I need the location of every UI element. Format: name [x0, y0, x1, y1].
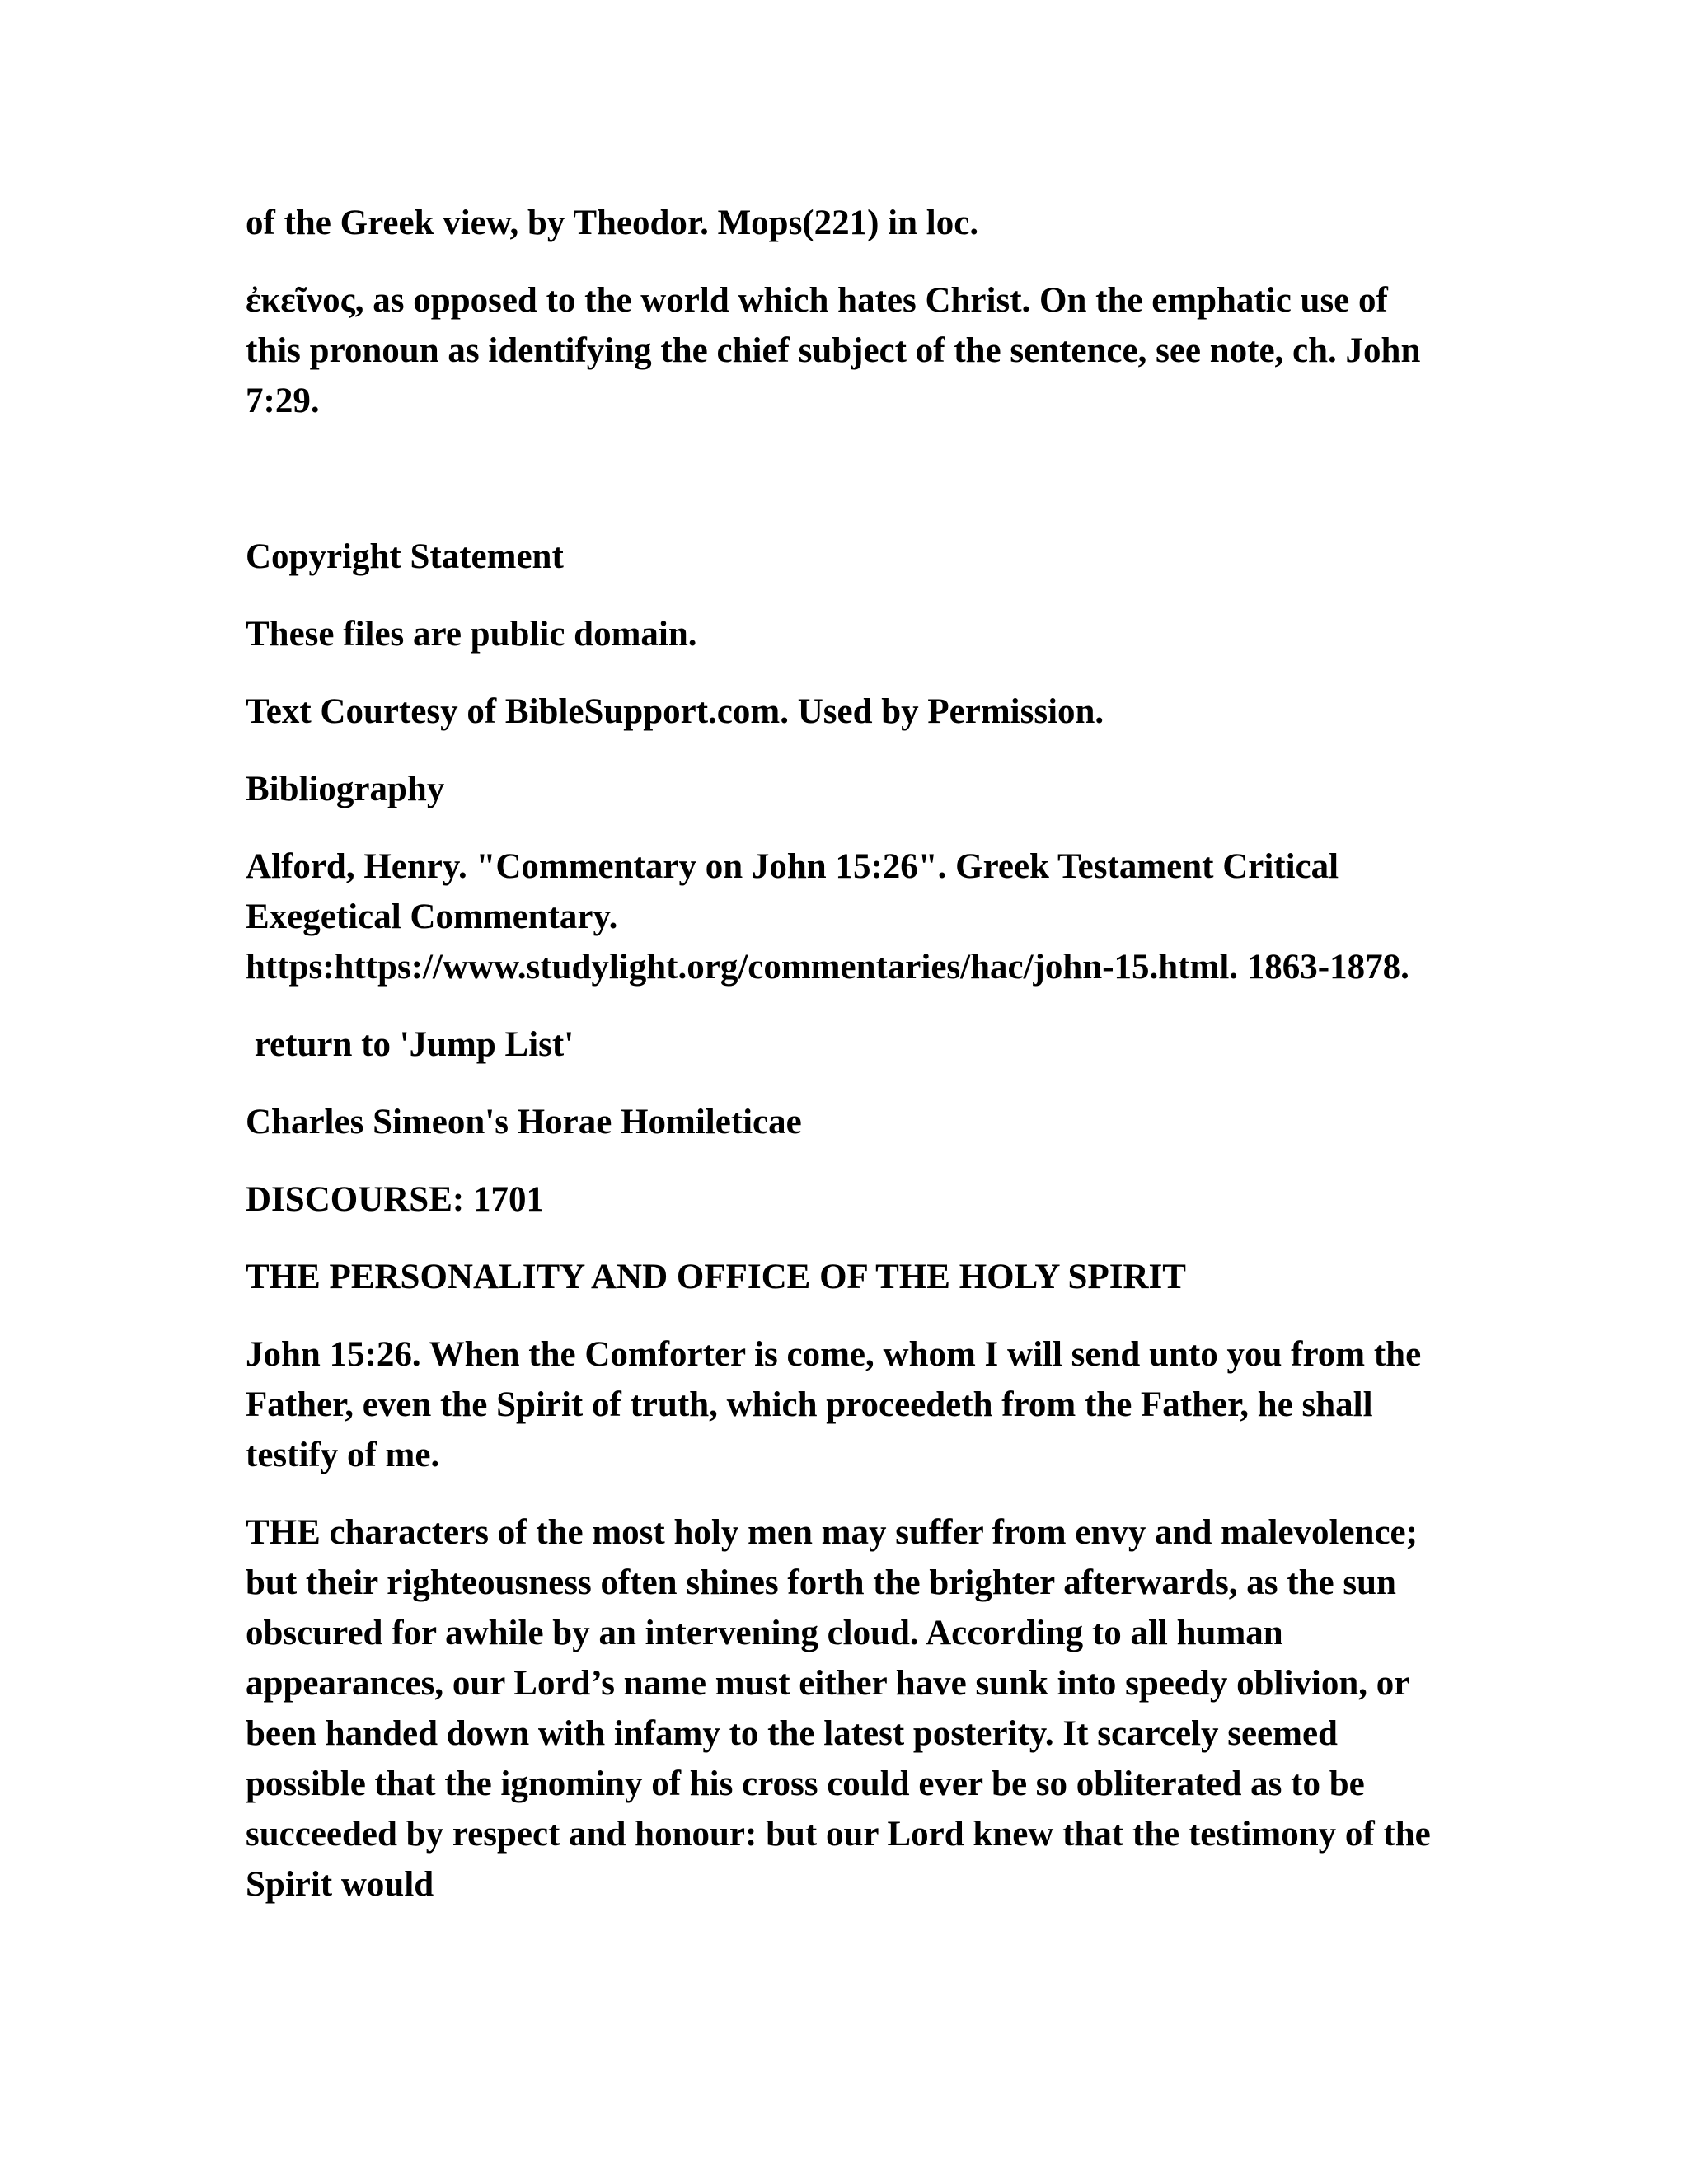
paragraph-ekeinos-note: ἐκεῖνος, as opposed to the world which hates Christ. On the emphatic use of this pronoun as identifying the chief subject of the sentence, see note, ch. John 7:29. — [246, 281, 1421, 420]
jump-list-link[interactable]: return to 'Jump List' — [246, 1025, 574, 1064]
discourse-title: THE PERSONALITY AND OFFICE OF THE HOLY SPIRIT — [246, 1258, 1186, 1296]
scripture-verse: John 15:26. When the Comforter is come, whom I will send unto you from the Father, even the Spirit of truth, which proceedeth from the Father, he shall testify of me. — [246, 1335, 1422, 1474]
copyright-text: These files are public domain. — [246, 615, 697, 654]
document-page — [246, 198, 1449, 1937]
paragraph-greek-view: of the Greek view, by Theodor. Mops(221) in loc. — [246, 204, 979, 242]
discourse-body: THE characters of the most holy men may suffer from envy and malevolence; but their righteousness often shines forth the brighter afterwards, as the sun obscured for awhile by an intervening cloud. According to all human appearances, our Lord’s name must either have sunk into speedy oblivion, or been handed down with infamy to the latest posterity. It scarcely seemed possible that the ignominy of his cross could ever be so obliterated as to be succeeded by respect and honour: but our Lord knew that the testimony of the Spirit would — [246, 1513, 1431, 1904]
discourse-number: DISCOURSE: 1701 — [246, 1180, 544, 1219]
source-title: Charles Simeon's Horae Homileticae — [246, 1103, 802, 1141]
copyright-heading: Copyright Statement — [246, 537, 564, 576]
bibliography-heading: Bibliography — [246, 770, 445, 808]
section-gap — [246, 453, 1449, 532]
bibliography-entry: Alford, Henry. "Commentary on John 15:26". Greek Testament Critical Exegetical Commentary. https:https://www.studylight.org/commentaries/hac/john-15.html. 1863-1878. — [246, 847, 1409, 987]
courtesy-text: Text Courtesy of BibleSupport.com. Used by Permission. — [246, 692, 1104, 731]
